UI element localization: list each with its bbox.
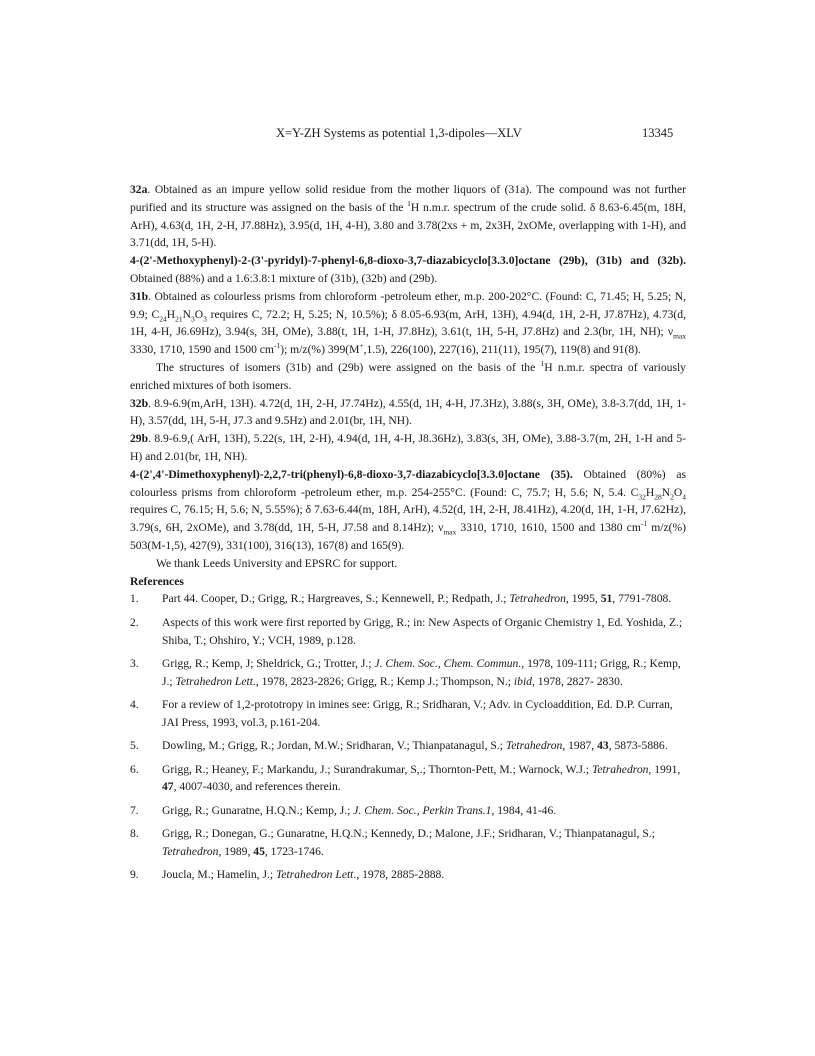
journal: Tetrahedron xyxy=(162,845,219,859)
paragraph-31b xyxy=(130,288,686,359)
page-header xyxy=(0,126,815,142)
volume: 45 xyxy=(253,845,265,859)
ref-num: 6. xyxy=(130,762,139,776)
t: , 5873-5886. xyxy=(608,739,668,753)
journal: Tetrahedron xyxy=(591,762,649,776)
journal: Tetrahedron xyxy=(505,739,563,753)
ref-num: 7. xyxy=(130,803,139,817)
t: N xyxy=(661,485,671,499)
text-32b: . 8.9-6.9(m,ArH, 13H). 4.72(d, 1H, 2-H, J7.74Hz), 4.55(d, 1H, 4-H, J7.3Hz), 3.88(s, 3H, OMe), 3.8-3.7(dd, 1H, 1-H), 3.57(dd, 1H, 5-H, J7.3 and 9.5Hz) and 2.01(br, 1H, NH). xyxy=(130,396,686,428)
s: -1 xyxy=(273,341,281,351)
t: , 1978, 109-111; Grigg, R.; Kemp, J.; xyxy=(162,656,681,688)
t: H xyxy=(166,307,176,321)
compound-text: Obtained (88%) and a 1.6:3.8:1 mixture of (31b), (32b) and (29b). xyxy=(130,271,438,285)
paragraph-isomers xyxy=(130,359,686,395)
s: 1 xyxy=(540,359,545,369)
t: For a review of 1,2-prototropy in imines see: Grigg, R.; Sridharan, V.; Adv. in Cycloaddition, Ed. D.P. Curran, JAI Press, 1993, vol.3, p.161-204. xyxy=(162,698,673,729)
t: , 1991, xyxy=(648,762,681,776)
ref-num: 5. xyxy=(130,739,139,753)
t: , 1987, xyxy=(562,739,598,753)
t: The structures of isomers (31b) and (29b) were assigned on the basis of the xyxy=(156,360,541,374)
journal: J. Chem. Soc., Chem. Commun. xyxy=(374,656,522,670)
t: Obtained (80%) as colourless prisms from chloroform -petroleum ether, m.p. 254-255°C. (Found: C, 75.7; H, 5.6; N, 5.4. C xyxy=(130,467,686,499)
t: Grigg, R.; Donegan, G.; Gunaratne, H.Q.N.; Kennedy, D.; Malone, J.F.; Sridharan, V.; Thianpatanagul, S.; xyxy=(162,827,655,841)
t: H xyxy=(645,485,655,499)
t: , 7791-7808. xyxy=(612,592,672,606)
s: + xyxy=(359,341,364,351)
t: H n.m.r. spectra of variously enriched mixtures of both isomers. xyxy=(130,360,686,392)
paragraph-29b xyxy=(130,430,686,466)
journal: ibid xyxy=(513,674,532,688)
paragraph-compound-35 xyxy=(130,466,686,555)
t: O xyxy=(194,307,204,321)
ref-num: 1. xyxy=(130,592,139,606)
reference-item xyxy=(130,737,686,755)
s: max xyxy=(673,331,686,341)
s: 21 xyxy=(175,313,183,323)
s: -1 xyxy=(640,519,648,529)
t: , 1978, 2827- 2830. xyxy=(531,674,623,688)
reference-item xyxy=(130,866,686,884)
running-title: X=Y-ZH Systems as potential 1,3-dipoles—XLV xyxy=(276,126,522,140)
journal: J. Chem. Soc., Perkin Trans.1 xyxy=(353,803,492,817)
reference-item xyxy=(130,696,686,732)
article-body xyxy=(130,181,686,890)
volume: 43 xyxy=(597,739,609,753)
t: m/z(%) 503(M-1,5), 427(9), 331(100), 316(13), 167(8) and 165(9). xyxy=(130,521,687,552)
t: Grigg, R.; Gunaratne, H.Q.N.; Kemp, J.; xyxy=(162,803,354,817)
s: 32 xyxy=(638,491,646,501)
t: Grigg, R.; Kemp, J; Sheldrick, G.; Trotter, J.; xyxy=(162,656,375,670)
ref-num: 3. xyxy=(130,656,139,670)
t: ., 1978, 2885-2888. xyxy=(353,868,445,882)
s: 24 xyxy=(159,313,167,323)
compound-title: 4-(2'-Methoxyphenyl)-2-(3'-pyridyl)-7-phenyl-6,8-dioxo-3,7-diazabicyclo[3.3.0]octane (29b), (31b) and (32b). xyxy=(130,254,686,268)
s: 28 xyxy=(654,491,662,501)
acknowledgement: We thank Leeds University and EPSRC for support. xyxy=(156,556,398,570)
reference-item xyxy=(130,655,686,691)
reference-item xyxy=(130,761,686,797)
volume: 47 xyxy=(162,780,174,794)
s: max xyxy=(443,527,457,537)
text-32a-cont: H n.m.r. spectrum of the crude solid. δ 8.63-6.45(m, 18H, ArH), 4.63(d, 1H, 2-H, J7.88Hz), 3.95(d, 1H, 4-H), 3.80 and 3.78(2xs + m, 2x3H, 2xOMe, overlapping with 1-H), and 3.71(dd, 1H, 5-H). xyxy=(130,200,686,250)
reference-item xyxy=(130,590,686,608)
t: Aspects of this work were first reported by Grigg, R.; in: New Aspects of Organic Chemistry 1, Ed. Yoshida, Z.; Shiba, T.; Ohshiro, Y.; VCH, 1989, p.128. xyxy=(162,615,683,647)
t: , 1984, 41-46. xyxy=(491,803,557,817)
s: 2 xyxy=(670,491,674,501)
journal: Tetrahedron Lett. xyxy=(175,674,256,688)
text-32a: . Obtained as an impure yellow solid residue from the mother liquors of (31a). The compound was not further purified and its structure was assigned on the basis of the xyxy=(130,183,686,214)
ref-num: 8. xyxy=(130,827,139,841)
sup: 1 xyxy=(407,198,411,208)
t: Part 44. Cooper, D.; Grigg, R.; Hargreaves, S.; Kennewell, P.; Redpath, J.; xyxy=(162,592,510,606)
s: 4 xyxy=(682,491,686,501)
t: N xyxy=(182,307,191,321)
compound-35-title: 4-(2',4'-Dimethoxyphenyl)-2,2,7-tri(phenyl)-6,8-dioxo-3,7-diazabicyclo[3.3.0]octane (35). xyxy=(130,467,573,481)
paragraph-32b xyxy=(130,395,686,431)
ref-num: 4. xyxy=(130,698,139,712)
t: ,1.5), 226(100), 227(16), 211(11), 195(7), 119(8) and 91(8). xyxy=(363,343,641,357)
paragraph-compound-29b xyxy=(130,252,686,288)
reference-item xyxy=(130,614,686,650)
journal: Tetrahedron Lett xyxy=(276,868,354,882)
page-number: 13345 xyxy=(642,126,674,140)
s: 3 xyxy=(190,313,195,323)
t: requires C, 72.2; H, 5.25; N, 10.5%); δ 8.05-6.93(m, ArH, 13H), 4.94(d, 1H, 2-H, J7.87Hz), 4.73(d, 1H, 4-H, J6.69Hz), 3.94(s, 3H, OMe), 3.88(t, 1H, 1-H, J7.8Hz), 3.61(t, 1H, 5-H, J7.8Hz) and 2.3(br, 1H, NH); ν xyxy=(130,307,686,339)
volume: 51 xyxy=(600,592,613,606)
t: , 1723-1746. xyxy=(264,845,324,859)
t: . Obtained as colourless prisms from chloroform -petroleum ether, m.p. 200-202°C. (Found: C, 71.45; H, 5.25; N, 9.9; C xyxy=(130,289,686,321)
t: , 4007-4030, and references therein. xyxy=(173,780,341,794)
ref-num: 2. xyxy=(130,615,139,629)
t: O xyxy=(673,485,683,499)
text-29b: . 8.9-6.9,( ArH, 13H), 5.22(s, 1H, 2-H), 4.94(d, 1H, 4-H, J8.36Hz), 3.83(s, 3H, OMe), 3.88-3.7(m, 2H, 1-H and 5-H) and 2.01(br, 1H, NH). xyxy=(130,432,686,463)
label-32b: 32b xyxy=(130,396,149,410)
journal: Tetrahedron xyxy=(509,592,566,606)
label-32a: 32a xyxy=(130,183,148,196)
t: Grigg, R.; Heaney, F.; Markandu, J.; Surandrakumar, S,.; Thornton-Pett, M.; Warnock, W.J.; xyxy=(162,762,592,776)
s: 3 xyxy=(203,313,207,323)
t: requires C, 76.15; H, 5.6; N, 5.55%); δ 7.63-6.44(m, 18H, ArH), 4.52(d, 1H, 2-H, J8.41Hz), 4.20(d, 1H, 1-H, J7.62Hz), 3.79(s, 6H, 2xOMe), and 3.78(dd, 1H, 5-H, J7.58 and 8.14Hz); ν xyxy=(130,503,686,535)
t: ); m/z(%) 399(M xyxy=(280,343,360,357)
t: , 1978, 2823-2826; Grigg, R.; Kemp J.; Thompson, N.; xyxy=(255,674,514,688)
paragraph-32a xyxy=(130,181,686,252)
t: Joucla, M.; Hamelin, J.; xyxy=(162,868,276,882)
t: 3330, 1710, 1590 and 1500 cm xyxy=(130,343,274,357)
t: Dowling, M.; Grigg, R.; Jordan, M.W.; Sridharan, V.; Thianpatanagul, S.; xyxy=(162,739,506,753)
t: , 1995, xyxy=(565,592,601,606)
references-heading: References xyxy=(130,574,184,588)
ref-num: 9. xyxy=(130,868,139,882)
t: , 1989, xyxy=(218,845,254,859)
label-31b: 31b xyxy=(130,289,149,303)
reference-list xyxy=(130,590,686,884)
reference-item xyxy=(130,802,686,820)
reference-item xyxy=(130,825,686,861)
label-29b: 29b xyxy=(130,432,149,446)
t: 3310, 1710, 1610, 1500 and 1380 cm xyxy=(456,521,641,535)
